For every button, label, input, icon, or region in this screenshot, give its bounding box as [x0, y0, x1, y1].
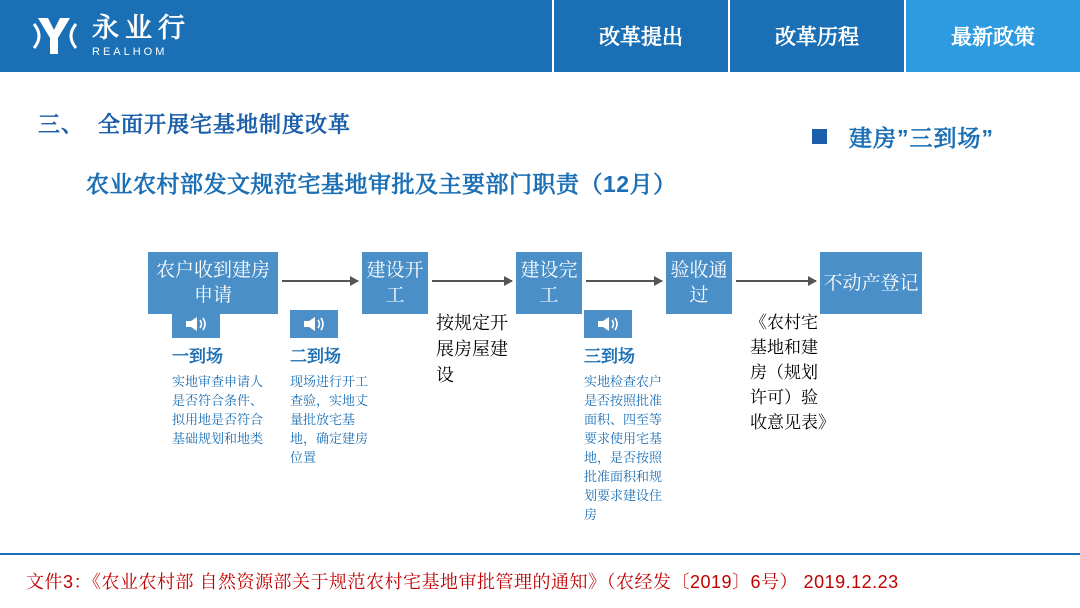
- annotation-column-1: [172, 310, 268, 448]
- annotation-heading-2: 二到场: [290, 347, 341, 366]
- annotation-column-5: 《农村宅基地和建房（规划许可）验收意见表》: [750, 313, 835, 432]
- flow-arrow-4: [736, 280, 816, 282]
- brand-logo[interactable]: [0, 0, 420, 72]
- annotation-body-1: 实地审查申请人是否符合条件、拟用地是否符合基础规划和地类: [172, 374, 264, 446]
- page-header: [0, 0, 1080, 72]
- process-flow: [0, 244, 1080, 324]
- nav-item-latest-policy[interactable]: 最新政策: [904, 0, 1080, 72]
- speaker-icon: [290, 310, 338, 338]
- annotation-heading-4: 三到场: [584, 347, 635, 366]
- flow-arrow-2: [432, 280, 512, 282]
- brand-name-cn: 永业行: [92, 13, 191, 43]
- annotation-body-4: 实地检查农户是否按照批准面积、四至等要求使用宅基地，是否按照批准面积和规划要求建设住房: [584, 374, 663, 522]
- flow-node-1: 农户收到建房申请: [148, 252, 278, 314]
- brand-wordmark: [92, 13, 191, 59]
- annotation-column-4: [584, 310, 664, 524]
- annotation-column-3: 按规定开展房屋建设: [436, 313, 508, 385]
- nav-item-reform-history[interactable]: 改革历程: [728, 0, 904, 72]
- footer-divider: [0, 553, 1080, 555]
- nav-item-reform-proposal[interactable]: 改革提出: [552, 0, 728, 72]
- speaker-icon: [172, 310, 220, 338]
- section-title: 全面开展宅基地制度改革: [98, 112, 352, 137]
- badge-label: 建房”三到场”: [849, 125, 994, 151]
- yh-monogram-icon: [30, 10, 82, 62]
- bullet-square-icon: [812, 129, 827, 144]
- annotation-column-2: [290, 310, 370, 467]
- highlight-badge: [812, 120, 994, 153]
- flow-node-2: 建设开工: [362, 252, 428, 314]
- flow-node-3: 建设完工: [516, 252, 582, 314]
- speaker-icon: [584, 310, 632, 338]
- section-heading: [38, 108, 351, 139]
- flow-node-5: 不动产登记: [820, 252, 922, 314]
- flow-arrow-3: [586, 280, 662, 282]
- brand-name-en: REALHOM: [92, 46, 168, 58]
- annotation-body-2: 现场进行开工查验，实地丈量批放宅基地，确定建房位置: [290, 374, 369, 465]
- annotation-heading-1: 一到场: [172, 347, 223, 366]
- flow-node-4: 验收通过: [666, 252, 732, 314]
- section-number: 三、: [38, 112, 85, 137]
- header-nav: [420, 0, 1080, 72]
- footer-note: 文件3：《农业农村部 自然资源部关于规范农村宅基地审批管理的通知》（农经发〔2019〕6号） 2019.12.23: [26, 572, 899, 592]
- flow-arrow-1: [282, 280, 358, 282]
- slide-subtitle: 农业农村部发文规范宅基地审批及主要部门职责（12月）: [86, 171, 677, 197]
